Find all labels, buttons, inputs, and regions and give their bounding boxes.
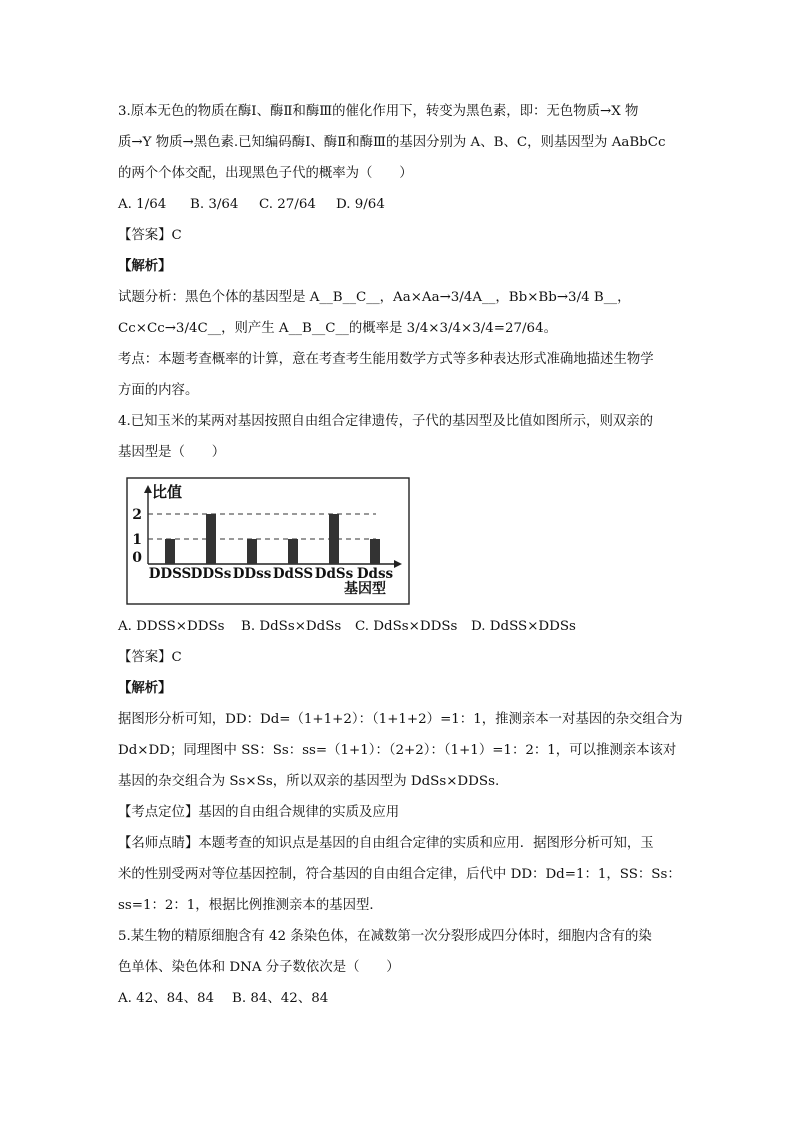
q4-analysis-line-1: 据图形分析可知，DD：Dd=（1+1+2）：（1+1+2）=1：1，推测亲本一对基因的杂交组合为 <box>118 712 683 727</box>
q5-option-a: A. 42、84、84 <box>118 991 215 1006</box>
q4-option-a: A. DDSS×DDSs <box>118 619 225 634</box>
question-3 <box>118 96 678 406</box>
y-tick-label: 2 <box>132 507 142 523</box>
q3-option-c: C. 27/64 <box>259 197 316 212</box>
x-tick-label: DdSS <box>272 566 314 582</box>
y-axis-arrow <box>144 485 152 493</box>
q4-analysis-heading: 【解析】 <box>118 680 172 696</box>
q4-answer: 【答案】C <box>118 650 182 665</box>
q5-options <box>118 983 678 1014</box>
q4-analysis-line-2: Dd×DD；同理图中 SS：Ss：ss=（1+1）：（2+2）：（1+1）=1：2：1，可以推测亲本该对 <box>118 743 677 758</box>
q3-options <box>118 189 678 220</box>
q3-analysis-heading: 【解析】 <box>118 258 172 274</box>
q4-mingshi-line-1: 【名师点睛】本题考查的知识点是基因的自由组合定律的实质和应用．据图形分析可知，玉 <box>118 836 654 851</box>
q3-analysis-line-1: 试题分析：黑色个体的基因型是 A__B__C__，Aa×Aa→3/4A__，Bb×Bb→3/4 B__， <box>118 290 631 305</box>
q3-option-d: D. 9/64 <box>336 197 385 212</box>
q3-kaodian-line-1: 考点：本题考查概率的计算，意在考查考生能用数学方式等多种表达形式准确地描述生物学 <box>118 352 654 367</box>
chart-svg <box>126 477 410 605</box>
document-page <box>118 96 683 1014</box>
x-tick-label: DDSS <box>148 566 192 582</box>
x-tick-label: DdSs <box>314 566 354 582</box>
question-4 <box>118 406 683 921</box>
x-tick-label: DDss <box>232 566 272 582</box>
q4-stem-line-2: 基因型是（ ） <box>118 445 226 460</box>
q4-mingshi-line-2: 米的性别受两对等位基因控制，符合基因的自由组合定律，后代中 DD：Dd=1：1，SS：Ss： <box>118 867 681 882</box>
q4-option-b: B. DdSs×DdSs <box>241 619 342 634</box>
q3-stem-line-1: 3.原本无色的物质在酶Ⅰ、酶Ⅱ和酶Ⅲ的催化作用下，转变为黑色素，即：无色物质→X 物 <box>118 104 639 119</box>
q3-stem-line-3: 的两个个体交配，出现黑色子代的概率为（ ） <box>118 166 413 181</box>
q4-kaodian: 【考点定位】基因的自由组合规律的实质及应用 <box>118 805 400 820</box>
bar-Ddss <box>370 539 380 564</box>
genotype-ratio-chart <box>126 477 410 605</box>
x-axis-arrow <box>394 560 402 568</box>
q4-analysis-line-3: 基因的杂交组合为 Ss×Ss，所以双亲的基因型为 DdSs×DDSs. <box>118 774 500 789</box>
y-tick-label: 0 <box>132 550 142 566</box>
question-5 <box>118 921 678 1014</box>
bar-DDss <box>247 539 257 564</box>
q4-option-c: C. DdSs×DDSs <box>355 619 458 634</box>
x-tick-label: DDSs <box>190 566 232 582</box>
y-axis-label: 比值 <box>152 483 183 501</box>
q5-stem-line-2: 色单体、染色体和 DNA 分子数依次是（ ） <box>118 960 400 975</box>
q4-mingshi-line-3: ss=1：2：1，根据比例推测亲本的基因型． <box>118 898 383 913</box>
y-tick-label: 1 <box>132 532 142 548</box>
bar-DdSS <box>288 539 298 564</box>
q3-option-b: B. 3/64 <box>190 197 239 212</box>
bar-DDSs <box>206 514 216 564</box>
q4-stem-line-1: 4.已知玉米的某两对基因按照自由组合定律遗传，子代的基因型及比值如图所示，则双亲的 <box>118 414 654 429</box>
q5-stem-line-1: 5.某生物的精原细胞含有 42 条染色体，在减数第一次分裂形成四分体时，细胞内含有的染 <box>118 929 652 944</box>
q3-option-a: A. 1/64 <box>118 197 167 212</box>
bar-DdSs <box>329 514 339 564</box>
bar-DDSS <box>165 539 175 564</box>
q3-analysis-line-2: Cc×Cc→3/4C__，则产生 A__B__C__的概率是 3/4×3/4×3/4=27/64。 <box>118 321 557 336</box>
x-tick-label: Ddss <box>356 566 394 582</box>
q5-option-b: B. 84、42、84 <box>232 991 329 1006</box>
q3-stem-line-2: 质→Y 物质→黑色素.已知编码酶Ⅰ、酶Ⅱ和酶Ⅲ的基因分别为 A、B、C，则基因型为 AaBbCc <box>118 135 666 150</box>
q4-option-d: D. DdSS×DDSs <box>471 619 576 634</box>
x-axis-label: 基因型 <box>344 581 386 597</box>
q3-kaodian-line-2: 方面的内容。 <box>118 383 199 398</box>
q3-answer: 【答案】C <box>118 228 182 243</box>
q4-options <box>118 611 678 642</box>
